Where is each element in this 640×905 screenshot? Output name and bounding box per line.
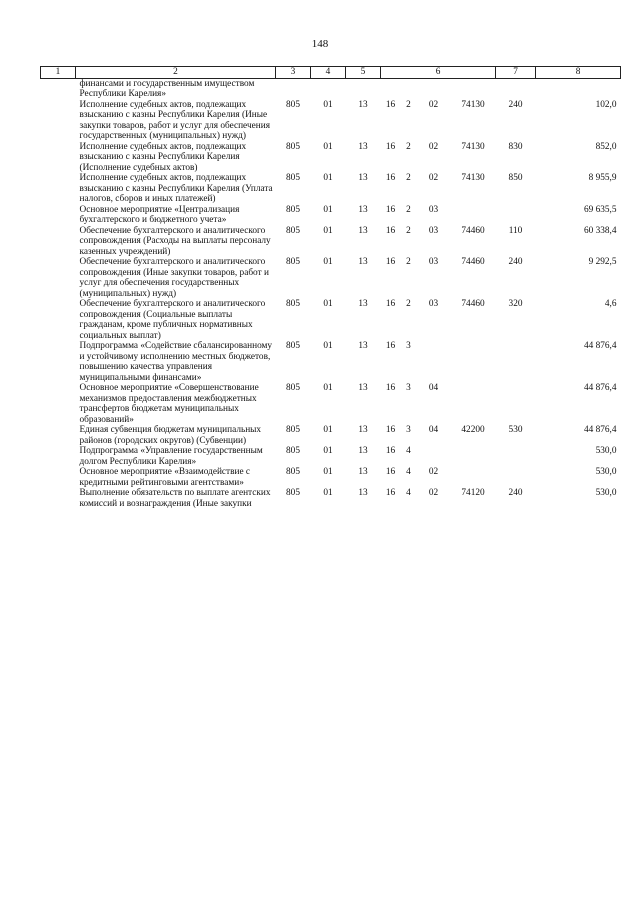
- cell-c7: 530: [508, 425, 523, 435]
- cell-c5: 13: [358, 446, 368, 456]
- cell-c4: 01: [323, 341, 333, 351]
- cell-c6c: [417, 78, 451, 100]
- row-name: Основное мероприятие «Централизация бухгалтерского и бюджетного учета»: [79, 204, 240, 225]
- row-number-cell: [41, 383, 76, 425]
- row-name: Основное мероприятие «Совершенствование механизмов предоставления межбюджетных трансфертов бюджетам муниципальных образований»: [79, 383, 259, 425]
- row-name: Исполнение судебных актов, подлежащих взысканию с казны Республики Карелия (Иные закупки товаров, работ и услуг для обеспечения государственных (муниципальных) нужд): [79, 99, 270, 141]
- table-row: [41, 100, 621, 142]
- cell-c8: [536, 78, 621, 100]
- cell-c6c: [417, 446, 451, 467]
- cell-c6b: 3: [406, 425, 411, 435]
- cell-c7: 110: [508, 225, 523, 236]
- cell-c5: 13: [358, 173, 368, 183]
- cell-c6a: 16: [385, 488, 396, 498]
- cell-c6d: 74460: [461, 299, 485, 309]
- cell-c6d: 42200: [461, 425, 485, 435]
- cell-c6d: [451, 205, 496, 226]
- cell-c6b: 2: [406, 225, 411, 236]
- row-number-cell: [41, 257, 76, 299]
- row-name: Исполнение судебных актов, подлежащих взысканию с казны Республики Карелия (Уплата налогов, сборов и иных платежей): [79, 173, 273, 204]
- cell-c6b: 4: [406, 467, 411, 477]
- cell-c5: [346, 78, 381, 100]
- row-number-cell: [41, 100, 76, 142]
- cell-c7: [496, 205, 536, 226]
- cell-c3: 805: [286, 425, 300, 435]
- header-col-4: 4: [311, 67, 346, 79]
- table-row: [41, 226, 621, 258]
- cell-c3: [276, 78, 311, 100]
- header-col-2: 2: [76, 67, 276, 79]
- cell-c3: 805: [286, 299, 300, 309]
- cell-c6c: 03: [428, 204, 439, 215]
- cell-c4: 01: [323, 467, 333, 477]
- cell-c6b: 2: [406, 99, 411, 110]
- cell-c6a: 16: [385, 425, 396, 435]
- header-col-1: 1: [41, 67, 76, 79]
- cell-c5: 13: [358, 225, 368, 236]
- cell-c6d: [451, 78, 496, 100]
- cell-c4: 01: [323, 383, 333, 393]
- cell-c3: 805: [286, 225, 300, 236]
- row-number-cell: [41, 446, 76, 467]
- cell-c7: [496, 383, 536, 425]
- cell-c3: 805: [286, 383, 300, 393]
- table-row: [41, 425, 621, 446]
- table-row: [41, 383, 621, 425]
- cell-c6a: 16: [385, 341, 396, 351]
- cell-c6c: 04: [428, 383, 439, 393]
- cell-c6a: 16: [385, 446, 396, 456]
- row-name: Исполнение судебных актов, подлежащих взысканию с казны Республики Карелия (Исполнение судебных актов): [79, 141, 247, 173]
- table-row: [41, 142, 621, 174]
- cell-c6a: 16: [385, 204, 396, 215]
- table-row: [41, 78, 621, 100]
- cell-c6b: 2: [406, 173, 411, 183]
- row-number-cell: [41, 205, 76, 226]
- cell-c4: 01: [323, 488, 333, 498]
- cell-c7: 240: [508, 257, 523, 267]
- cell-c4: 01: [323, 425, 333, 435]
- cell-c4: [311, 78, 346, 100]
- cell-c6a: 16: [385, 257, 396, 267]
- row-number-cell: [41, 467, 76, 488]
- cell-c6b: 4: [406, 488, 411, 498]
- cell-c3: 805: [286, 99, 300, 110]
- cell-c6c: 03: [428, 299, 439, 309]
- cell-c6d: [451, 467, 496, 488]
- cell-c8: 44 876,4: [583, 425, 617, 435]
- table-body: [41, 78, 621, 509]
- row-number-cell: [41, 78, 76, 100]
- row-name: финансами и государственным имуществом Республики Карелия»: [79, 78, 255, 99]
- cell-c5: 13: [358, 467, 368, 477]
- cell-c6b: 4: [406, 446, 411, 456]
- row-name: Единая субвенция бюджетам муниципальных районов (городских округов) (Субвенции): [79, 425, 262, 446]
- row-number-cell: [41, 226, 76, 258]
- cell-c6b: 3: [406, 383, 411, 393]
- table-row: [41, 205, 621, 226]
- cell-c7: 320: [508, 299, 523, 309]
- table-row: [41, 173, 621, 205]
- cell-c4: 01: [323, 141, 333, 152]
- table-row: [41, 341, 621, 383]
- header-col-6: 6: [381, 67, 496, 79]
- cell-c5: 13: [358, 383, 368, 393]
- cell-c5: 13: [358, 99, 368, 110]
- cell-c4: 01: [323, 225, 333, 236]
- cell-c8: 9 292,5: [588, 257, 617, 267]
- cell-c6c: [417, 341, 451, 383]
- cell-c6d: 74460: [461, 225, 485, 236]
- cell-c6b: 2: [406, 141, 411, 152]
- cell-c8: 530,0: [595, 467, 617, 477]
- cell-c6d: [451, 446, 496, 467]
- cell-c3: 805: [286, 141, 300, 152]
- cell-c7: 240: [508, 488, 523, 498]
- row-number-cell: [41, 173, 76, 205]
- cell-c6d: 74460: [461, 257, 485, 267]
- cell-c6b: 2: [406, 204, 411, 215]
- cell-c6d: 74130: [461, 141, 485, 152]
- table-row: [41, 488, 621, 509]
- cell-c5: 13: [358, 257, 368, 267]
- cell-c6a: [381, 78, 401, 100]
- page-number: 148: [311, 38, 329, 50]
- cell-c8: 530,0: [595, 488, 617, 498]
- cell-c7: 850: [508, 173, 523, 183]
- row-number-cell: [41, 425, 76, 446]
- row-name: Выполнение обязательств по выплате агентских комиссий и вознаграждения (Иные закупки: [79, 488, 271, 509]
- header-col-3: 3: [276, 67, 311, 79]
- cell-c6c: 03: [428, 257, 439, 267]
- cell-c7: [496, 78, 536, 100]
- row-number-cell: [41, 299, 76, 341]
- cell-c6d: 74130: [461, 173, 485, 183]
- budget-table: [40, 66, 621, 509]
- header-row: [41, 67, 621, 79]
- cell-c6a: 16: [385, 173, 396, 183]
- cell-c6a: 16: [385, 225, 396, 236]
- table-row: [41, 446, 621, 467]
- cell-c6a: 16: [385, 383, 396, 393]
- cell-c8: 69 635,5: [583, 204, 617, 215]
- cell-c3: 805: [286, 488, 300, 498]
- cell-c3: 805: [286, 257, 300, 267]
- cell-c6d: 74130: [461, 99, 485, 110]
- cell-c6d: [451, 383, 496, 425]
- cell-c6c: 04: [428, 425, 439, 435]
- cell-c6b: [401, 78, 417, 100]
- cell-c4: 01: [323, 173, 333, 183]
- cell-c5: 13: [358, 341, 368, 351]
- cell-c6a: 16: [385, 99, 396, 110]
- cell-c5: 13: [358, 488, 368, 498]
- cell-c6d: 74120: [461, 488, 485, 498]
- row-name: Подпрограмма «Управление государственным долгом Республики Карелия»: [79, 446, 263, 467]
- cell-c5: 13: [358, 425, 368, 435]
- cell-c4: 01: [323, 446, 333, 456]
- cell-c6c: 02: [428, 141, 439, 152]
- cell-c8: 530,0: [595, 446, 617, 456]
- cell-c3: 805: [286, 446, 300, 456]
- cell-c6b: 3: [406, 341, 411, 351]
- cell-c6d: [451, 341, 496, 383]
- row-name: Обеспечение бухгалтерского и аналитического сопровождения (Социальные выплаты гражданам, кроме публичных нормативных социальных выплат): [79, 299, 266, 341]
- cell-c6c: 02: [428, 467, 439, 477]
- cell-c6c: 02: [428, 488, 439, 498]
- cell-c6a: 16: [385, 141, 396, 152]
- cell-c6c: 02: [428, 173, 439, 183]
- cell-c8: 4,6: [604, 299, 617, 309]
- cell-c3: 805: [286, 173, 300, 183]
- cell-c8: 8 955,9: [588, 173, 617, 183]
- row-number-cell: [41, 341, 76, 383]
- table-row: [41, 299, 621, 341]
- header-col-8: 8: [536, 67, 621, 79]
- cell-c8: 44 876,4: [583, 383, 617, 393]
- cell-c7: [496, 446, 536, 467]
- row-number-cell: [41, 142, 76, 174]
- cell-c8: 60 338,4: [583, 225, 617, 236]
- cell-c6b: 2: [406, 299, 411, 309]
- cell-c4: 01: [323, 257, 333, 267]
- cell-c6c: 02: [428, 99, 439, 110]
- row-name: Обеспечение бухгалтерского и аналитического сопровождения (Иные закупки товаров, работ и услуг для обеспечения государственных (муниципальных) нужд): [79, 257, 269, 299]
- row-name: Обеспечение бухгалтерского и аналитического сопровождения (Расходы на выплаты персоналу казенных учреждений): [79, 225, 271, 257]
- cell-c8: 44 876,4: [583, 341, 617, 351]
- row-name: Подпрограмма «Содействие сбалансированному и устойчивому исполнению местных бюджетов, повышению качества управления муниципальными финансами»: [79, 341, 273, 383]
- cell-c7: [496, 467, 536, 488]
- cell-c4: 01: [323, 99, 333, 110]
- header-col-5: 5: [346, 67, 381, 79]
- cell-c3: 805: [286, 467, 300, 477]
- cell-c6b: 2: [406, 257, 411, 267]
- cell-c6a: 16: [385, 299, 396, 309]
- cell-c6a: 16: [385, 467, 396, 477]
- row-name: Основное мероприятие «Взаимодействие с кредитными рейтинговыми агентствами»: [79, 467, 251, 488]
- cell-c8: 102,0: [595, 99, 617, 110]
- cell-c3: 805: [286, 204, 300, 215]
- cell-c8: 852,0: [595, 141, 617, 152]
- cell-c4: 01: [323, 299, 333, 309]
- cell-c4: 01: [323, 204, 333, 215]
- cell-c7: 240: [508, 99, 523, 110]
- cell-c5: 13: [358, 204, 368, 215]
- table-row: [41, 257, 621, 299]
- cell-c6c: 03: [428, 225, 439, 236]
- cell-c7: [496, 341, 536, 383]
- header-col-7: 7: [496, 67, 536, 79]
- cell-c3: 805: [286, 341, 300, 351]
- table-row: [41, 467, 621, 488]
- row-number-cell: [41, 488, 76, 509]
- cell-c7: 830: [508, 141, 523, 152]
- cell-c5: 13: [358, 141, 368, 152]
- cell-c5: 13: [358, 299, 368, 309]
